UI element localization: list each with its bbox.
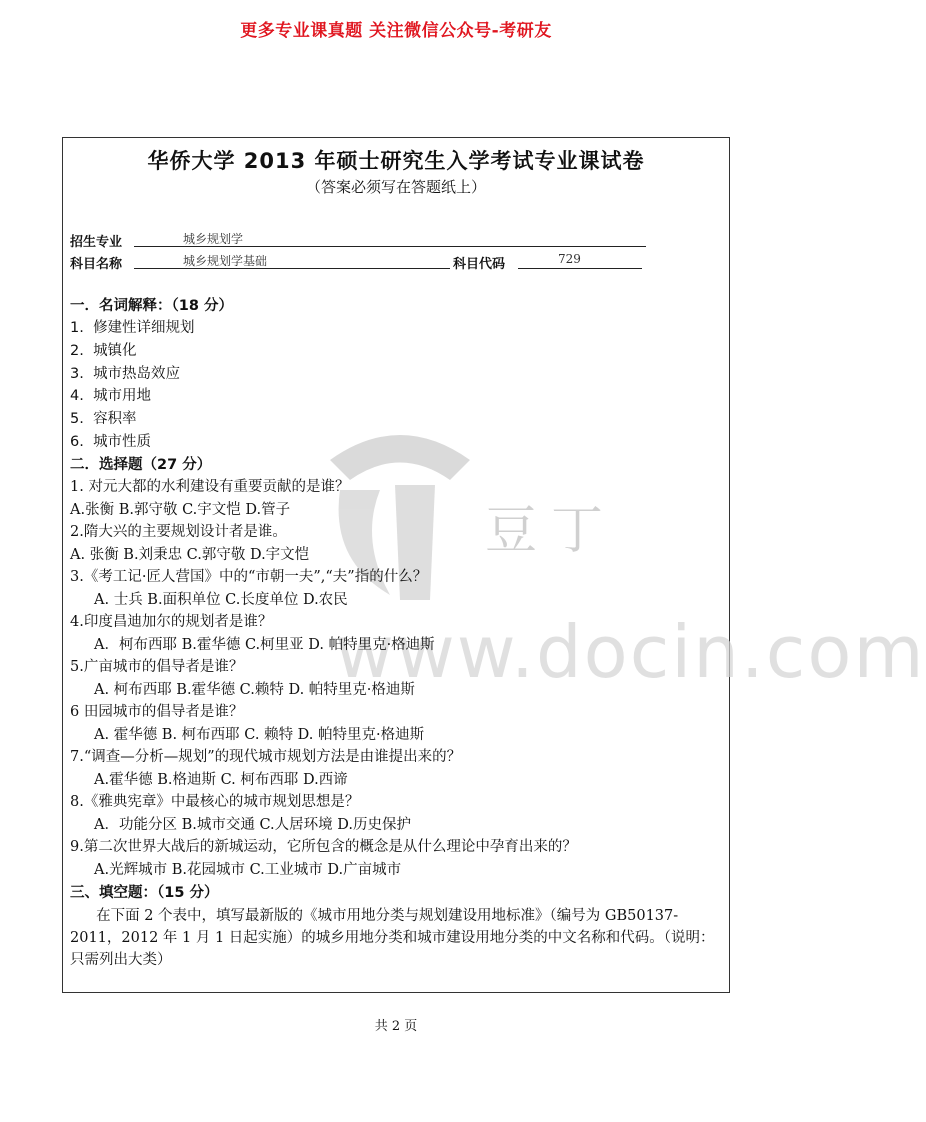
question-7-options: A.霍华德 B.格迪斯 C. 柯布西耶 D.西谛 (94, 772, 348, 788)
question-6-options: A. 霍华德 B. 柯布西耶 C. 赖特 D. 帕特里克·格迪斯 (94, 727, 425, 743)
major-value: 城乡规划学 (183, 232, 244, 246)
list-item: 4. 城市用地 (70, 388, 152, 404)
question-8-options: A．功能分区 B.城市交通 C.人居环境 D.历史保护 (94, 817, 411, 833)
question-5: 5.广亩城市的倡导者是谁？ (70, 659, 244, 675)
list-item: 5. 容积率 (70, 411, 137, 427)
question-5-options: A. 柯布西耶 B.霍华德 C.赖特 D. 帕特里克·格迪斯 (94, 682, 415, 698)
code-underline (518, 268, 642, 269)
subject-underline (134, 268, 450, 269)
question-3: 3.《考工记·匠人营国》中的“市朝一夫”,“夫”指的什么？ (70, 569, 428, 585)
section3-heading: 三、填空题：（15 分） (70, 885, 219, 901)
page-count: 共 2 页 (374, 1019, 418, 1034)
exam-title: 华侨大学 2013 年硕士研究生入学考试专业课试卷 (147, 149, 645, 173)
section1-heading: 一．名词解释：（18 分） (70, 298, 233, 314)
question-1-options: A.张衡 B.郭守敬 C.宇文恺 D.管子 (70, 502, 291, 518)
major-label: 招生专业 (70, 235, 123, 250)
question-3-options: A. 士兵 B.面积单位 C.长度单位 D.农民 (94, 592, 348, 608)
question-8: 8.《雅典宪章》中最核心的城市规划思想是？ (70, 794, 360, 810)
question-4-options: A．柯布西耶 B.霍华德 C.柯里亚 D. 帕特里克·格迪斯 (94, 637, 435, 653)
question-4: 4.印度昌迪加尔的规划者是谁？ (70, 614, 273, 630)
question-2-options: A. 张衡 B.刘秉忠 C.郭守敬 D.宇文恺 (70, 547, 310, 563)
list-item: 2. 城镇化 (70, 343, 137, 359)
section3-paragraph: 在下面 2 个表中，填写最新版的《城市用地分类与规划建设用地标准》（编号为 GB50137-2011，2012 年 1 月 1 日起实施）的城乡用地分类和城市建设用地分类的中文名称和代码。（说明：只需列出大类） (70, 908, 715, 968)
list-item: 6. 城市性质 (70, 434, 152, 450)
exam-subtitle: （答案必须写在答题纸上） (305, 178, 486, 196)
code-value: 729 (558, 252, 581, 266)
section2-heading: 二．选择题（27 分） (70, 457, 212, 473)
list-item: 1. 修建性详细规划 (70, 320, 195, 336)
watermark-brand: 豆丁 (485, 501, 618, 561)
question-7: 7.“调查—分析—规划”的现代城市规划方法是由谁提出来的？ (70, 749, 462, 765)
subject-value: 城乡规划学基础 (183, 254, 268, 268)
list-item: 3. 城市热岛效应 (70, 366, 181, 382)
watermark-site: www.docin.com (335, 610, 926, 694)
code-label: 科目代码 (453, 257, 506, 272)
promo-banner: 更多专业课真题 关注微信公众号-考研友 (240, 21, 552, 41)
question-2: 2.隋大兴的主要规划设计者是谁。 (70, 524, 287, 540)
question-1: 1. 对元大都的水利建设有重要贡献的是谁？ (70, 479, 350, 495)
question-9: 9.第二次世界大战后的新城运动，它所包含的概念是从什么理论中孕育出来的？ (70, 839, 577, 855)
subject-label: 科目名称 (70, 257, 123, 272)
question-6: 6 田园城市的倡导者是谁？ (70, 704, 244, 720)
question-9-options: A.光辉城市 B.花园城市 C.工业城市 D.广亩城市 (94, 862, 402, 878)
